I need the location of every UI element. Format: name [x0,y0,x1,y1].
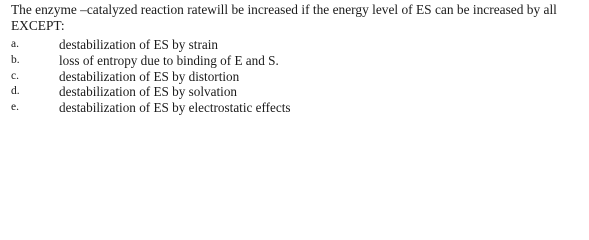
option-text: destabilization of ES by solvation [59,84,238,100]
option-letter: c. [11,69,19,82]
option-d [11,84,291,100]
option-text: destabilization of ES by distortion [59,68,240,84]
option-letter: b. [11,53,20,66]
option-c [11,69,291,85]
option-letter: a. [11,38,19,50]
option-a [11,37,291,53]
answer-options [11,37,291,116]
option-letter: d. [11,85,20,98]
option-e [11,100,291,116]
option-text: destabilization of ES by electrostatic effects [59,100,291,116]
question-stem: The enzyme –catalyzed reaction ratewill be increased if the energy level of ES can be increased by all EXCEPT: [11,2,557,33]
option-text: loss of entropy due to binding of E and S. [59,52,279,68]
option-letter: e. [11,101,19,114]
option-b [11,53,291,69]
option-text: destabilization of ES by strain [59,37,218,52]
